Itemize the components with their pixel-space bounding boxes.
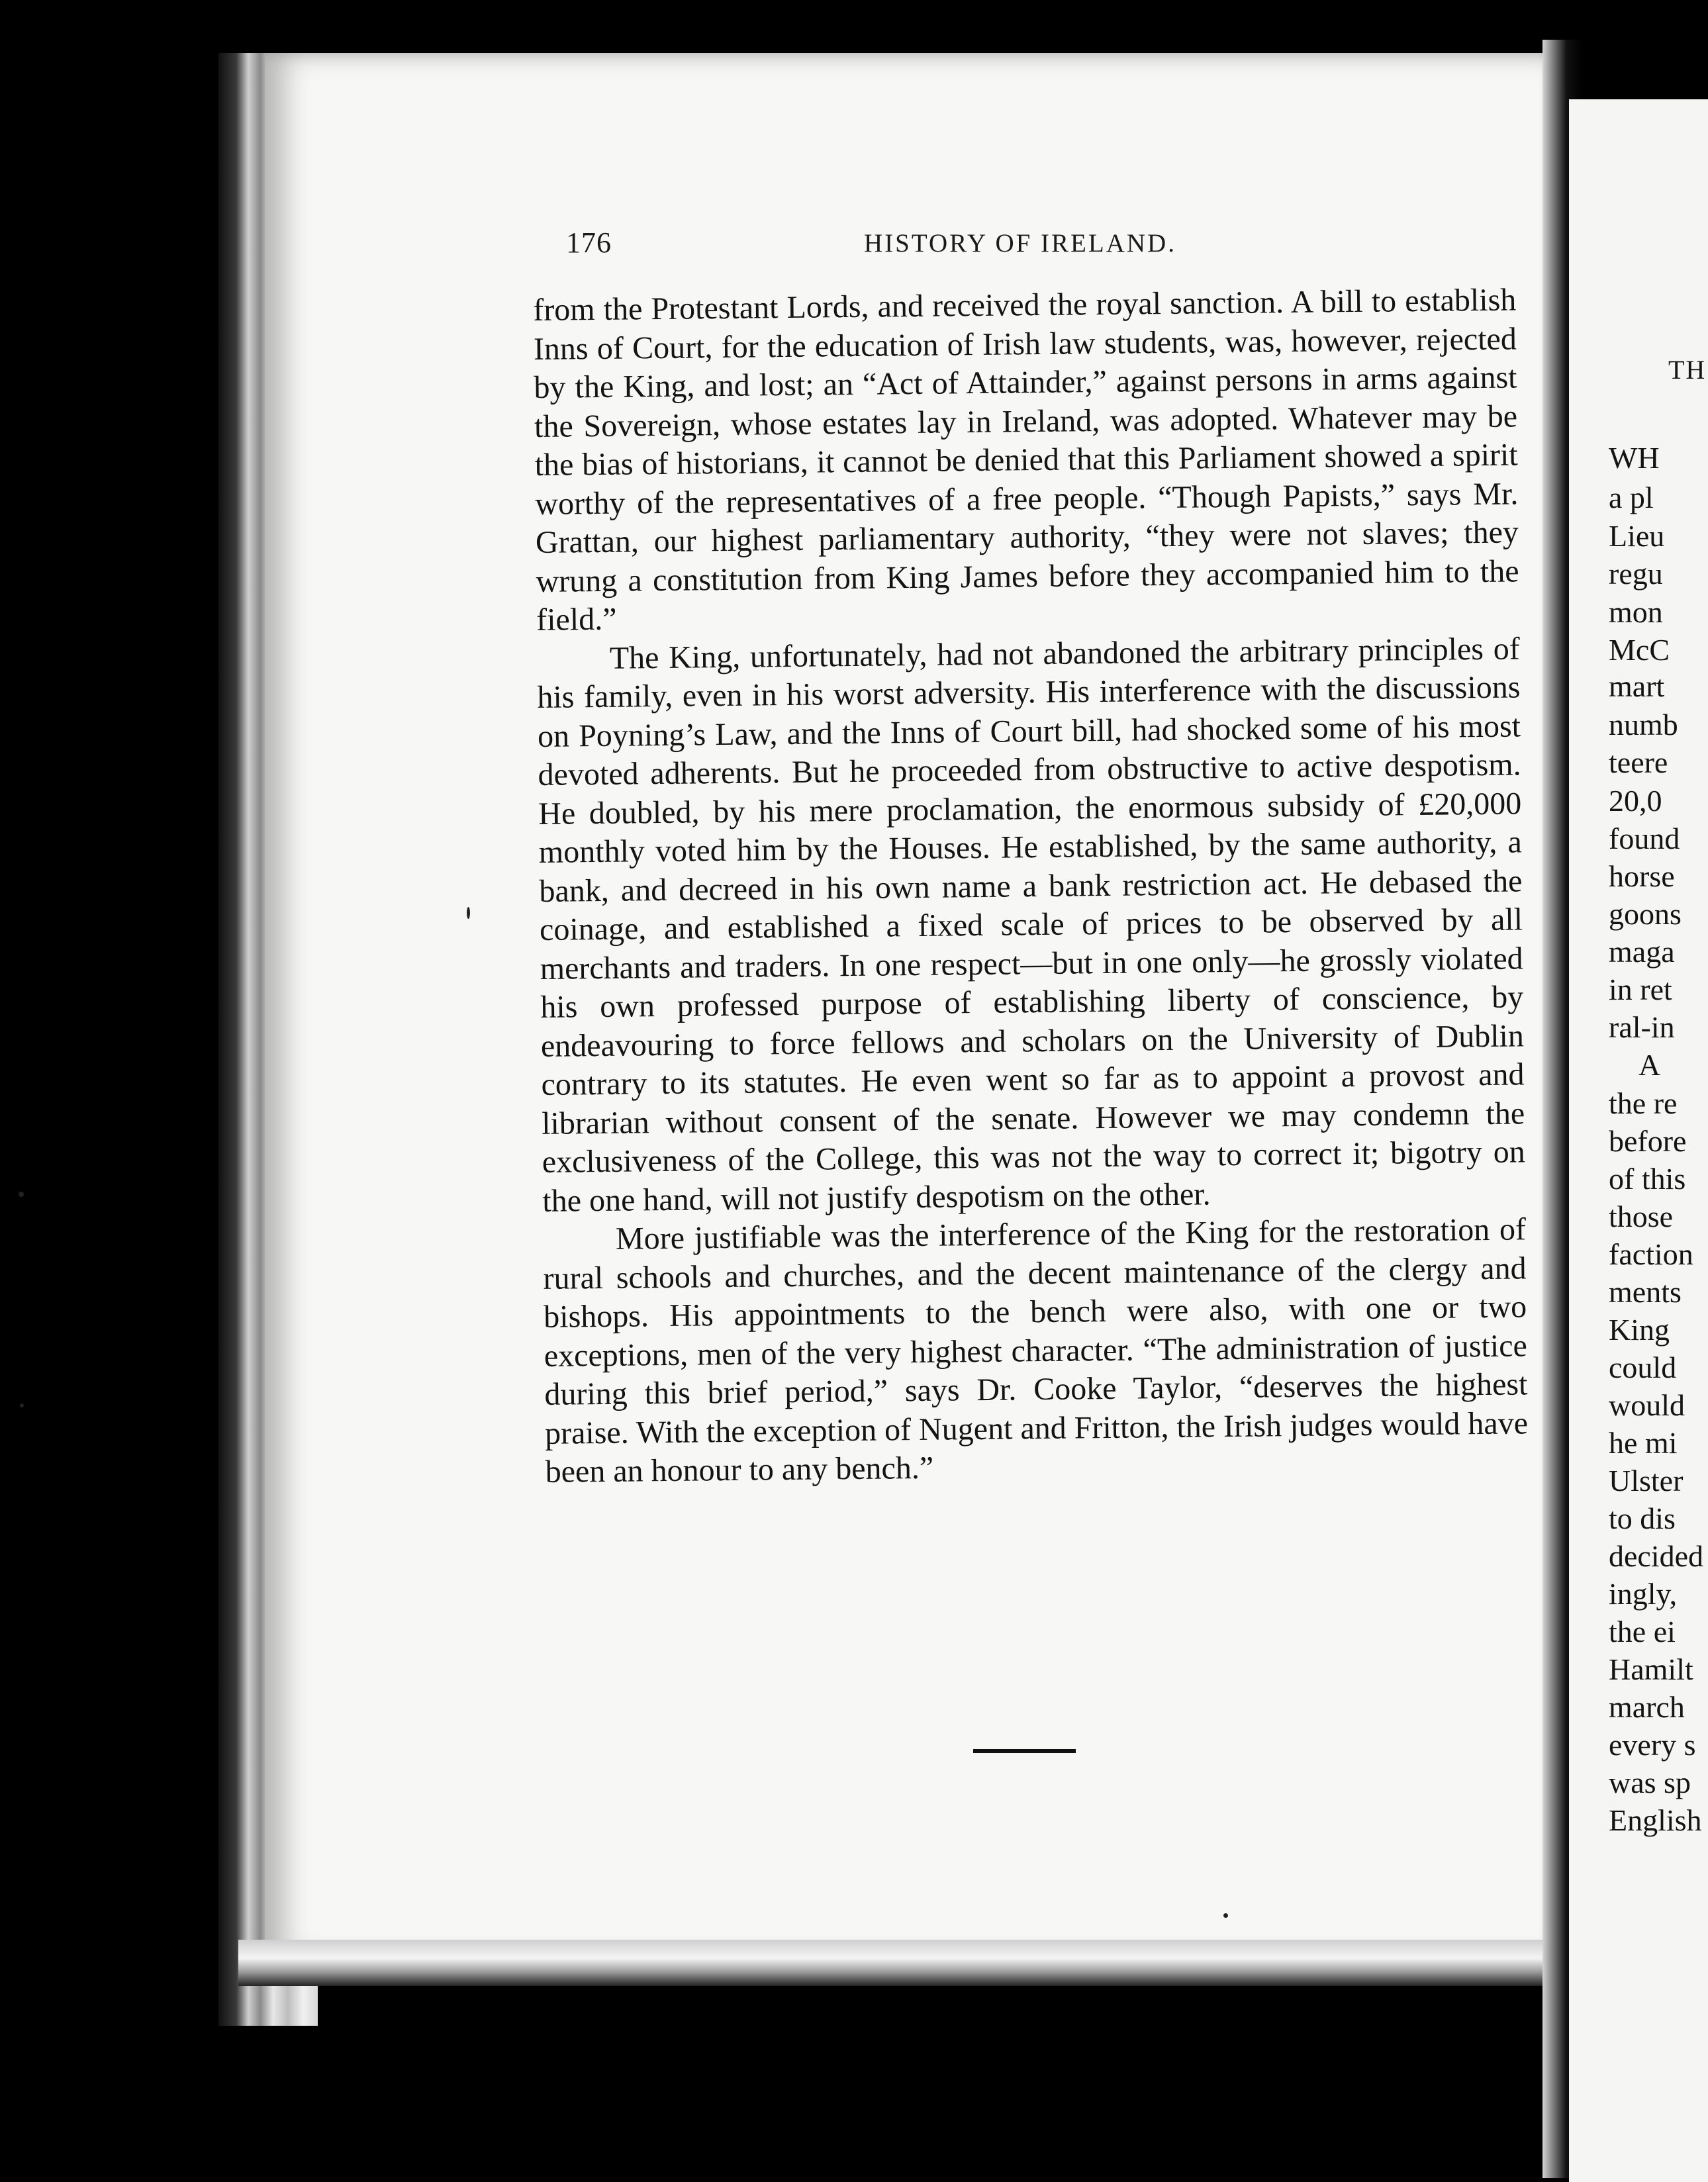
facing-page-line: horse bbox=[1609, 859, 1675, 893]
scan-speck bbox=[20, 1403, 24, 1407]
facing-page-line: every s bbox=[1609, 1728, 1696, 1762]
paragraph: The King, unfortunately, had not abandoned the arbitrary principles of his family, even in his worst adversity. His interference with the discussions on Poyning’s Law, and the Inns of Court bill, had shocked some of his most devoted adherents. But he proceeded from obstructive to active despotism. He doubled, by his mere proclamation, the enormous subsidy of £20,000 monthly voted him by the Houses. He established, by the same authority, a bank, and decreed in his own name a bank restriction act. He debased the coinage, and established a fixed scale of prices to be observed by all merchants and traders. In one respect—but in one only—he grossly violated his own professed purpose of establishing liberty of conscience, by endeavouring to force fellows and scholars on the University of Dublin contrary to its statutes. He even went so far as to appoint a provost and librarian without consent of the senate. However we may condemn the exclusiveness of the College, this was not the way to correct it; bigotry on the one hand, will not justify despotism on the other. bbox=[537, 630, 1525, 1219]
facing-page-line: ments bbox=[1609, 1275, 1682, 1309]
facing-page-line: those bbox=[1609, 1200, 1674, 1233]
scan-speck bbox=[1223, 1913, 1228, 1918]
facing-page-line: the ei bbox=[1609, 1615, 1676, 1648]
facing-page-line: maga bbox=[1609, 935, 1675, 969]
facing-page-line: numb bbox=[1609, 708, 1678, 741]
facing-page-line: Hamilt bbox=[1609, 1652, 1693, 1686]
facing-page-line: march bbox=[1609, 1690, 1685, 1724]
facing-page-line: McC bbox=[1609, 633, 1670, 667]
facing-page-line: King bbox=[1609, 1313, 1670, 1347]
facing-page-line: English bbox=[1609, 1803, 1702, 1837]
facing-page-line: he mi bbox=[1609, 1426, 1678, 1460]
page-bottom-edge bbox=[238, 1940, 1556, 1986]
body-text bbox=[533, 281, 1529, 1492]
facing-page-line: TH bbox=[1668, 355, 1707, 385]
facing-page-line: in ret bbox=[1609, 972, 1672, 1006]
facing-page-line: found bbox=[1609, 822, 1680, 855]
section-end-rule bbox=[973, 1749, 1076, 1753]
page-number: 176 bbox=[566, 226, 612, 259]
facing-page-line: to dis bbox=[1609, 1501, 1676, 1535]
facing-page-line: a pl bbox=[1609, 481, 1654, 514]
scan-speck bbox=[19, 1192, 24, 1197]
facing-page-line: before bbox=[1609, 1124, 1687, 1158]
paragraph: More justifiable was the interference of the King for the restoration of rural schools and churches, and the decent maintenance of the clergy and bishops. His appointments to the bench were also, with one or two exceptions, men of the very highest character. “The administration of justice during this brief period,” says Dr. Cooke Taylor, “deserves the highest praise. With the exception of Nugent and Fritton, the Irish judges would have been an honour to any bench.” bbox=[543, 1211, 1529, 1490]
facing-page-line: goons bbox=[1609, 897, 1682, 931]
facing-page-line: regu bbox=[1609, 557, 1663, 591]
facing-page-line: ingly, bbox=[1609, 1577, 1678, 1611]
facing-page-line: the re bbox=[1609, 1086, 1678, 1120]
facing-page-line: mon bbox=[1609, 595, 1663, 629]
facing-page-line: could bbox=[1609, 1351, 1677, 1384]
facing-page-line: decided bbox=[1609, 1539, 1704, 1573]
facing-page-line: A bbox=[1638, 1048, 1661, 1082]
paragraph: from the Protestant Lords, and received the royal sanction. A bill to establish Inns of Court, for the education of Irish law students, was, however, rejected by the King, and lost; an “Act of Attainder,” against persons in arms against the Sovereign, whose estates lay in Ireland, was adopted. Whatever may be the bias of historians, it cannot be denied that this Parliament showed a spirit worthy of the representatives of a free people. “Though Papists,” says Mr. Grattan, our highest parliamentary authority, “they were not slaves; they wrung a constitution from King James before they accompanied him to the field.” bbox=[533, 282, 1519, 638]
facing-page-line: WH bbox=[1609, 441, 1660, 475]
facing-page-line: of this bbox=[1609, 1162, 1686, 1196]
facing-page-line: Ulster bbox=[1609, 1464, 1684, 1497]
facing-page bbox=[1569, 99, 1708, 2182]
facing-page-line: ral-in bbox=[1609, 1010, 1675, 1044]
facing-page-line: Lieu bbox=[1609, 519, 1665, 553]
scan-speck bbox=[467, 907, 470, 919]
facing-page-line: 20,0 bbox=[1609, 784, 1662, 818]
facing-page-line: teere bbox=[1609, 745, 1668, 779]
running-title: HISTORY OF IRELAND. bbox=[864, 229, 1176, 258]
facing-page-line: mart bbox=[1609, 669, 1665, 703]
facing-page-line: faction bbox=[1609, 1237, 1693, 1271]
facing-page-line: would bbox=[1609, 1388, 1685, 1422]
facing-page-line: was sp bbox=[1609, 1766, 1691, 1799]
